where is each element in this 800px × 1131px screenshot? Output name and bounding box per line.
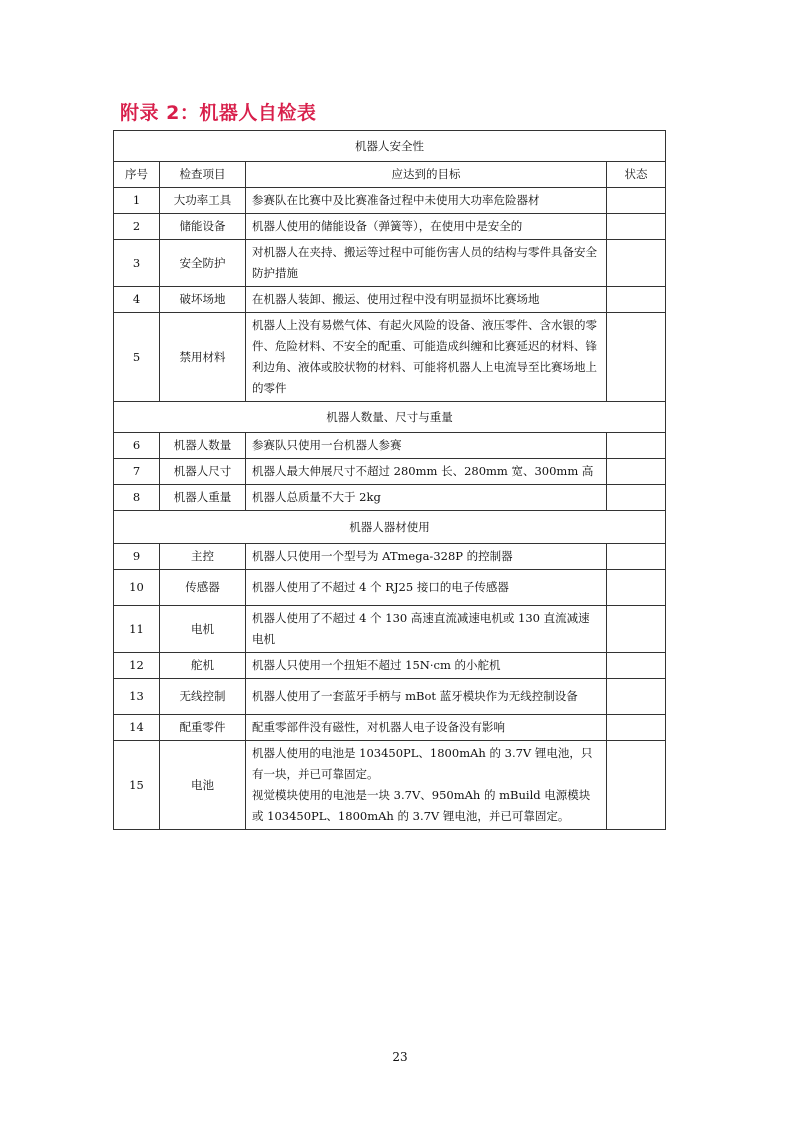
row-no: 1 [114,188,160,214]
row-target: 机器人总质量不大于 2kg [246,485,607,511]
row-target-line-2: 视觉模块使用的电池是一块 3.7V、950mAh 的 mBuild 电源模块或 103450PL、1800mAh 的 3.7V 锂电池，并已可靠固定。 [252,788,591,823]
row-no: 15 [114,741,160,830]
row-target: 机器人只使用一个扭矩不超过 15N·cm 的小舵机 [246,653,607,679]
row-target-line-1: 机器人使用的电池是 103450PL、1800mAh 的 3.7V 锂电池，只有一块，并已可靠固定。 [252,746,593,781]
row-item: 机器人数量 [160,433,246,459]
row-target: 参赛队只使用一台机器人参赛 [246,433,607,459]
row-no: 2 [114,214,160,240]
table-row [114,679,666,715]
row-no: 13 [114,679,160,715]
row-item: 传感器 [160,570,246,606]
row-item: 储能设备 [160,214,246,240]
row-status [607,214,666,240]
table-row [114,741,666,830]
table-row [114,214,666,240]
row-item: 无线控制 [160,679,246,715]
row-target: 配重零部件没有磁性，对机器人电子设备没有影响 [246,715,607,741]
table-row [114,715,666,741]
row-target: 机器人使用了不超过 4 个 130 高速直流减速电机或 130 直流减速电机 [246,606,607,653]
row-item: 大功率工具 [160,188,246,214]
row-no: 14 [114,715,160,741]
row-no: 6 [114,433,160,459]
row-target: 机器人使用了一套蓝牙手柄与 mBot 蓝牙模块作为无线控制设备 [246,679,607,715]
row-status [607,240,666,287]
row-item: 安全防护 [160,240,246,287]
robot-self-check-table [113,130,666,830]
row-target: 对机器人在夹持、搬运等过程中可能伤害人员的结构与零件具备安全防护措施 [246,240,607,287]
row-status [607,459,666,485]
header-item: 检查项目 [160,162,246,188]
row-item: 电池 [160,741,246,830]
row-status [607,715,666,741]
row-no: 10 [114,570,160,606]
table-row [114,240,666,287]
header-target: 应达到的目标 [246,162,607,188]
row-status [607,653,666,679]
row-target: 在机器人装卸、搬运、使用过程中没有明显损坏比赛场地 [246,287,607,313]
row-no: 7 [114,459,160,485]
section-header-row [114,131,666,162]
section-header-row [114,402,666,433]
row-item: 舵机 [160,653,246,679]
row-target [246,741,607,830]
row-status [607,606,666,653]
row-no: 8 [114,485,160,511]
table-row [114,433,666,459]
page-title: 附录 2：机器人自检表 [120,102,317,124]
row-target: 机器人只使用一个型号为 ATmega-328P 的控制器 [246,544,607,570]
row-target: 参赛队在比赛中及比赛准备过程中未使用大功率危险器材 [246,188,607,214]
table-row [114,653,666,679]
section-title: 机器人数量、尺寸与重量 [114,402,666,433]
row-target: 机器人使用了不超过 4 个 RJ25 接口的电子传感器 [246,570,607,606]
page-number: 23 [392,1050,408,1064]
row-no: 4 [114,287,160,313]
table-row [114,485,666,511]
row-target: 机器人最大伸展尺寸不超过 280mm 长、280mm 宽、300mm 高 [246,459,607,485]
table-row [114,570,666,606]
row-item: 主控 [160,544,246,570]
table-row [114,313,666,402]
row-status [607,741,666,830]
header-status: 状态 [607,162,666,188]
section-title: 机器人安全性 [114,131,666,162]
row-target: 机器人上没有易燃气体、有起火风险的设备、液压零件、含水银的零件、危险材料、不安全的配重、可能造成纠缠和比赛延迟的材料、锋利边角、液体或胶状物的材料、可能将机器人上电流导至比赛场地上的零件 [246,313,607,402]
section-header-row [114,511,666,544]
section-title: 机器人器材使用 [114,511,666,544]
row-no: 12 [114,653,160,679]
row-status [607,287,666,313]
row-item: 机器人重量 [160,485,246,511]
row-status [607,313,666,402]
row-status [607,544,666,570]
table-row [114,459,666,485]
row-status [607,485,666,511]
row-status [607,188,666,214]
row-no: 3 [114,240,160,287]
table-row [114,188,666,214]
row-no: 5 [114,313,160,402]
row-item: 破坏场地 [160,287,246,313]
row-status [607,679,666,715]
row-target: 机器人使用的储能设备（弹簧等），在使用中是安全的 [246,214,607,240]
row-status [607,570,666,606]
header-no: 序号 [114,162,160,188]
row-item: 禁用材料 [160,313,246,402]
table-row [114,544,666,570]
table-row [114,606,666,653]
column-header-row [114,162,666,188]
row-no: 9 [114,544,160,570]
row-status [607,433,666,459]
row-no: 11 [114,606,160,653]
row-item: 机器人尺寸 [160,459,246,485]
table-row [114,287,666,313]
row-item: 配重零件 [160,715,246,741]
row-item: 电机 [160,606,246,653]
